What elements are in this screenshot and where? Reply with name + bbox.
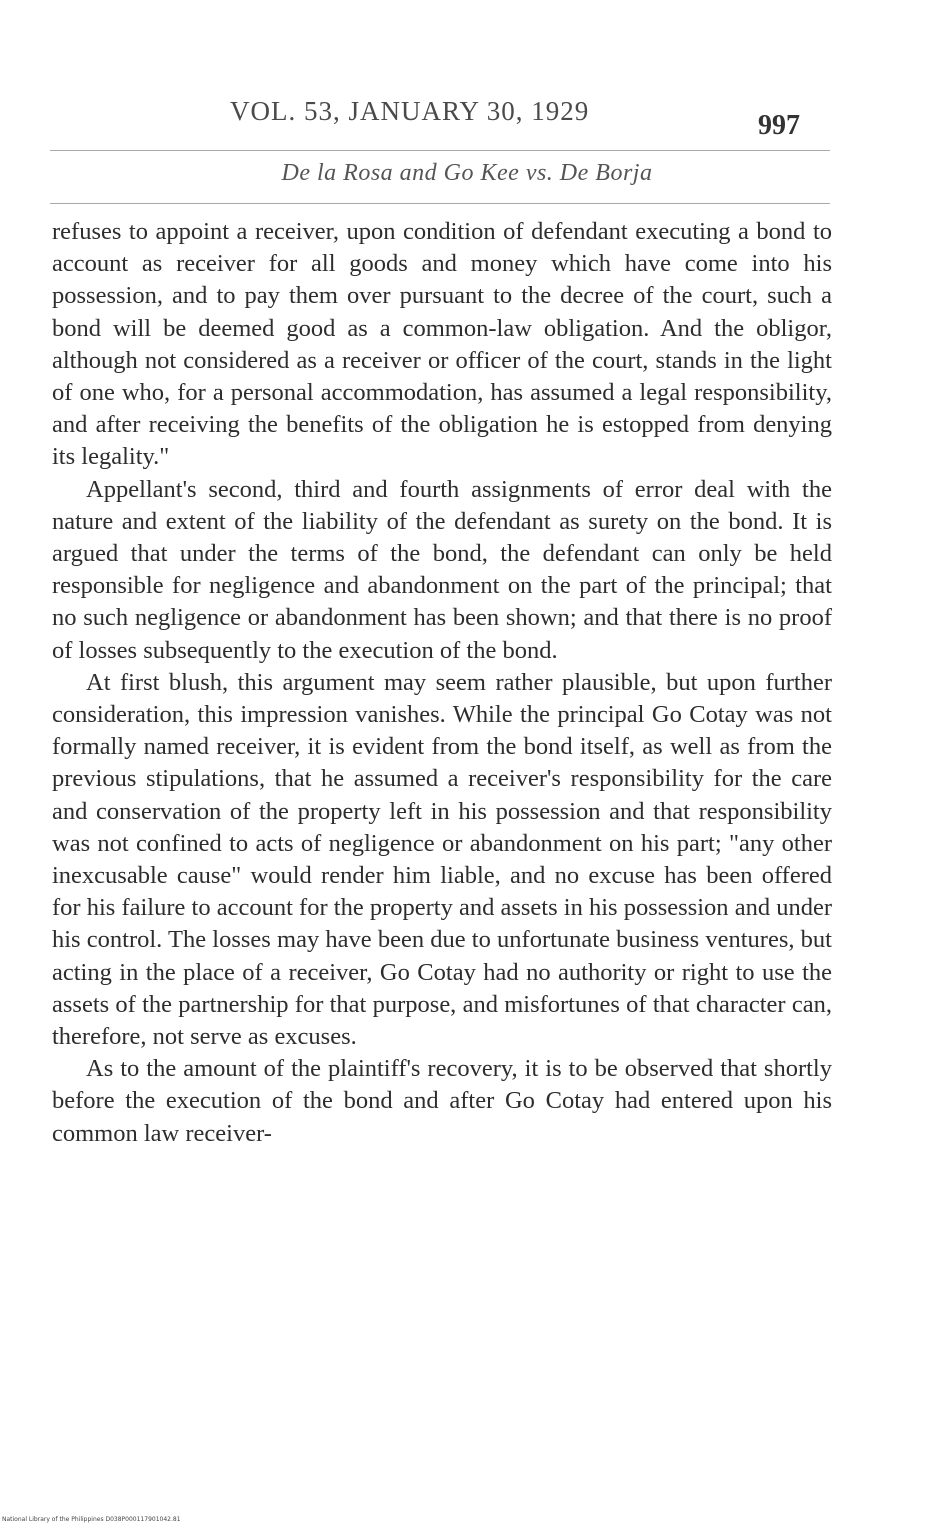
library-footer: National Library of the Philippines D038P000117901042.81: [2, 1516, 181, 1523]
header-rule-top: [50, 150, 830, 151]
case-title: De la Rosa and Go Kee vs. De Borja: [281, 160, 653, 186]
running-head: [0, 96, 934, 141]
page-number: 997: [758, 110, 800, 141]
paragraph-first-blush: At first blush, this argument may seem rather plausible, but upon further consideration, this impression vanishes. While the principal Go Cotay was not formally named receiver, it is evident from the bond itself, as well as from the previous stipulations, that he assumed a receiver's responsibility for the care and conservation of the property left in his possession and that responsibility was not confined to acts of negligence or abandonment on his part; "any other inexcusable cause" would render him liable, and no excuse has been offered for his failure to account for the property and assets in his possession and under his control. The losses may have been due to unfortunate business ventures, but acting in the place of a receiver, Go Cotay had no authority or right to use the assets of the partnership for that purpose, and misfortunes of that character can, therefore, not serve as excuses.: [52, 668, 832, 1051]
body-text: [52, 216, 832, 1150]
paragraph-assignments-of-error: Appellant's second, third and fourth assignments of error deal with the nature and extent of the liability of the defendant as surety on the bond. It is argued that under the terms of the bond, the defendant can only be held responsible for negligence and abandonment on the part of the principal; that no such negligence or abandonment has been shown; and that there is no proof of losses subsequently to the execution of the bond.: [52, 475, 832, 664]
paragraph-continuation: refuses to appoint a receiver, upon condition of defendant executing a bond to account as receiver for all goods and money which have come into his possession, and to pay them over pursuant to the decree of the court, such a bond will be deemed good as a common-law obligation. And the obligor, although not considered as a receiver or officer of the court, stands in the light of one who, for a personal accommodation, has assumed a legal responsibility, and after receiving the benefits of the obligation he is estopped from denying its legality.": [52, 218, 832, 471]
volume-date-line: VOL. 53, JANUARY 30, 1929: [230, 96, 590, 126]
paragraph-recovery-amount: As to the amount of the plaintiff's recovery, it is to be observed that shortly before the execution of the bond and after Go Cotay had entered upon his common law receiver-: [52, 1055, 832, 1147]
header-rule-bottom: [50, 203, 830, 204]
